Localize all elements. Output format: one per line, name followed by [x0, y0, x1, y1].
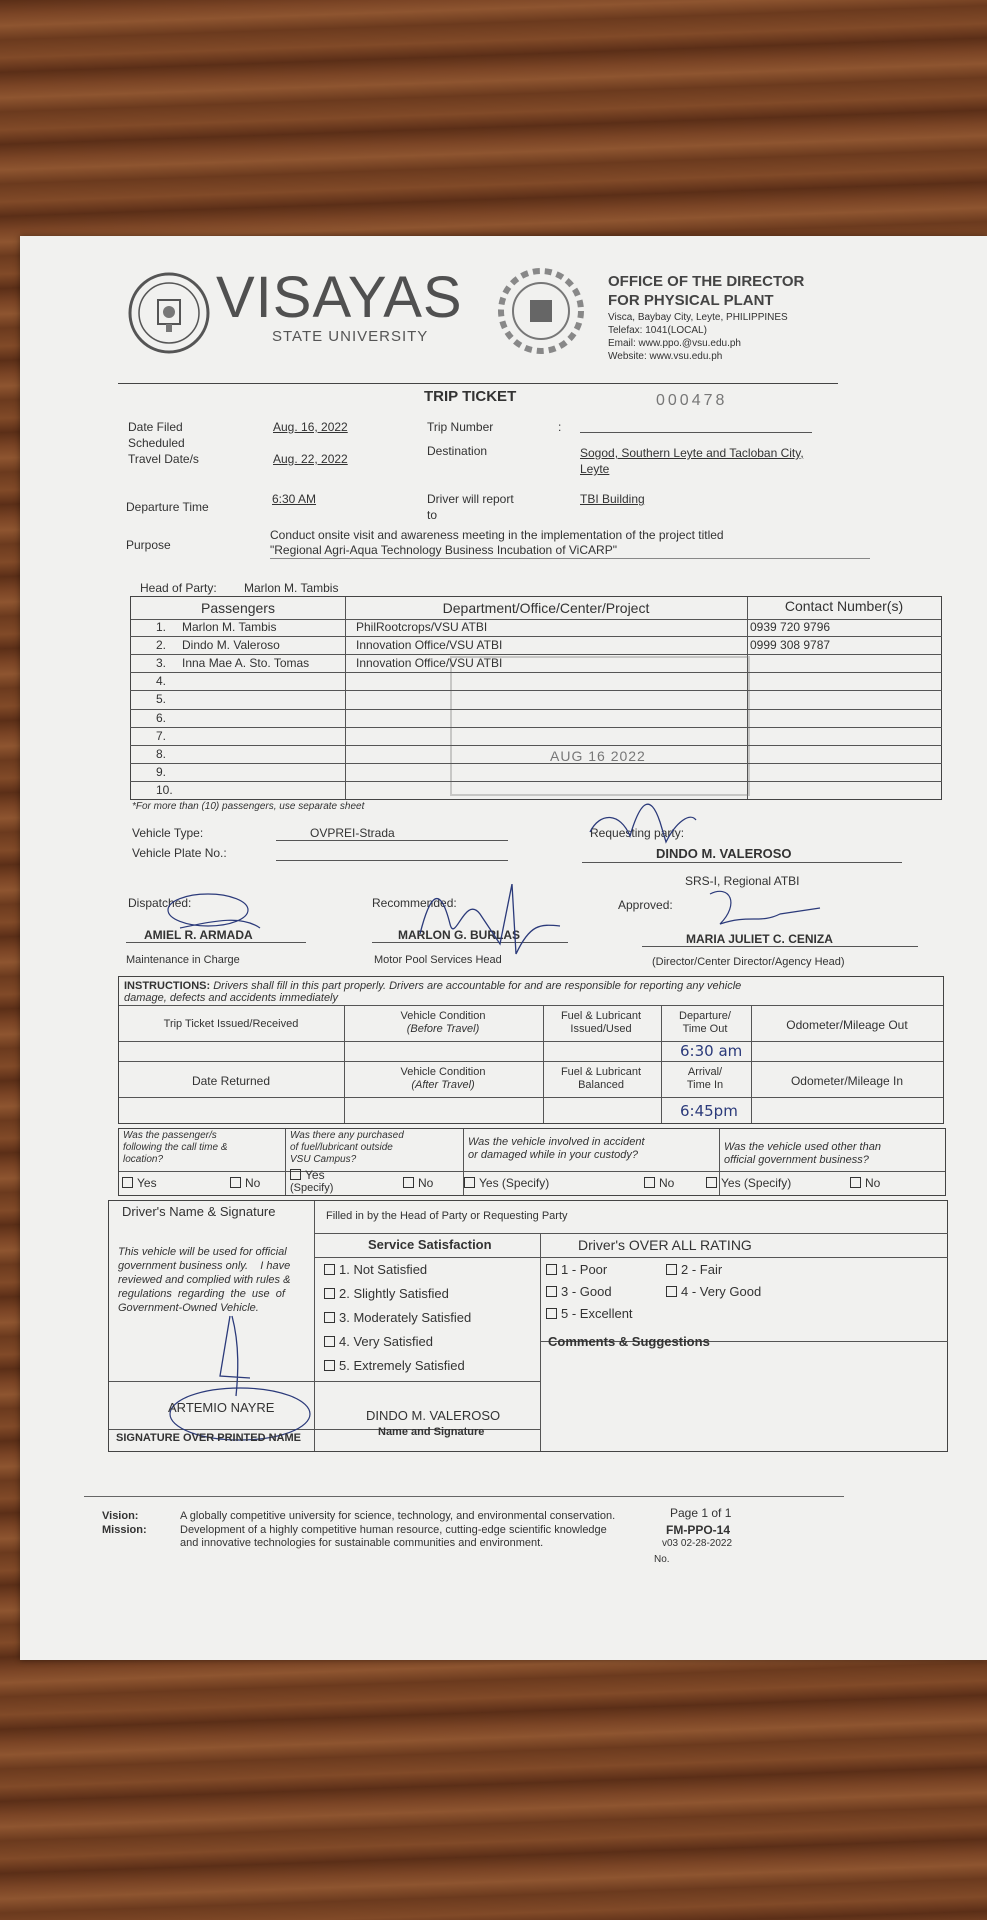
- instructions-text1: INSTRUCTIONS: Drivers shall fill in this part properly. Drivers are accountable for and are responsible for reporting any vehicle: [124, 980, 742, 992]
- rating-poor[interactable]: 1 - Poor: [546, 1262, 607, 1277]
- sat-very-satisfied[interactable]: 4. Very Satisfied: [324, 1334, 433, 1349]
- q3-no-checkbox[interactable]: No: [644, 1176, 674, 1190]
- party-printed-name: DINDO M. VALEROSO: [366, 1408, 501, 1423]
- q2-yes-checkbox[interactable]: Yes: [290, 1168, 325, 1182]
- vsu-seal-icon: [128, 272, 210, 354]
- destination-line1: Sogod, Southern Leyte and Tacloban City,: [580, 446, 804, 460]
- service-satisfaction-label: Service Satisfaction: [368, 1237, 492, 1252]
- trip-ticket-title: TRIP TICKET: [424, 388, 517, 405]
- q1-line1: Was the passenger/s: [123, 1130, 217, 1141]
- approved-title: (Director/Center Director/Agency Head): [652, 956, 845, 968]
- arrival-handwritten: 6:45pm: [680, 1102, 738, 1120]
- party-name-sig-label: Name and Signature: [378, 1426, 485, 1438]
- approved-label: Approved:: [618, 898, 673, 912]
- form-code: FM-PPO-14: [666, 1523, 731, 1537]
- departure-label: Departure/: [679, 1010, 731, 1022]
- table-row-divider: [130, 672, 942, 673]
- q2-specify: (Specify): [290, 1182, 334, 1194]
- requesting-party-name: DINDO M. VALEROSO: [656, 846, 792, 861]
- table-row-divider: [130, 709, 942, 710]
- driver-report-label2: to: [427, 508, 438, 522]
- arrival-label: Arrival/: [687, 1066, 723, 1078]
- cond-after-label: Vehicle Condition: [400, 1066, 486, 1078]
- travel-dates-label: Travel Date/s: [128, 452, 199, 466]
- purpose-line1: Conduct onsite visit and awareness meeting in the implementation of the project titled: [270, 528, 724, 542]
- q1-yes-checkbox[interactable]: Yes: [122, 1176, 157, 1190]
- recommended-name: MARLON G. BURLAS: [398, 928, 520, 942]
- footer-no-label: No.: [654, 1554, 670, 1565]
- vision-text: A globally competitive university for science, technology, and environmental conservation.: [180, 1510, 616, 1522]
- passenger-dept: Innovation Office/VSU ATBI: [356, 638, 503, 653]
- form-version: v03 02-28-2022: [662, 1538, 733, 1549]
- cond-after-label2: (After Travel): [411, 1079, 475, 1091]
- comments-label: Comments & Suggestions: [548, 1334, 710, 1349]
- fuel-issued-label2: Issued/Used: [570, 1023, 632, 1035]
- passenger-no: 9.: [156, 764, 167, 779]
- cond-before-label2: (Before Travel): [406, 1023, 480, 1035]
- q3-line2: or damaged while in your custody?: [468, 1149, 638, 1161]
- recommended-title: Motor Pool Services Head: [374, 954, 502, 966]
- sat-moderately-satisfied[interactable]: 3. Moderately Satisfied: [324, 1310, 471, 1325]
- statement-line5: Government-Owned Vehicle.: [118, 1302, 259, 1314]
- comments-area[interactable]: [540, 1356, 947, 1450]
- vehicle-type-value: OVPREI-Strada: [310, 826, 395, 840]
- vehicle-plate-label: Vehicle Plate No.:: [132, 846, 227, 860]
- cond-before-label: Vehicle Condition: [400, 1010, 486, 1022]
- dispatched-name: AMIEL R. ARMADA: [144, 928, 253, 942]
- col-contact: Contact Number(s): [784, 598, 904, 614]
- university-name: VISAYAS: [216, 265, 463, 330]
- trip-ticket-document: VISAYAS STATE UNIVERSITY OFFICE OF THE DIRECTOR FOR PHYSICAL PLANT Visca, Baybay City, Leyte, PHILIPPINES Telefax: 1041(LOCAL) Email: www.ppo.@vsu.edu.ph Website: www.vsu.edu.ph TRIP TICKET 000478 Date Filed Aug. 16, 2022 Scheduled Travel Date/s Aug. 22, 2022 Trip Number : Destination Sogod, Southern Leyte and Tacloban City, Leyte Departure Time 6:30 AM Driver will report to TBI Building Purpose Conduct onsite visit and awareness meeting in the implementation of the project titled "Regional Agri-Aqua Technology Business Incubation of ViCARP" Head of Party: Marlon M. Tambis Passengers Department/Office/Center/Project Contact Number(s) *For more than (10) passengers, use separate sheet AUG 16 2022 Vehicle Type: OVPREI-Strada Vehicle Plate No.: Requesting party: DINDO M. VALEROSO SRS-I, Regional ATBI Dispatched: AMIEL R. ARMADA Maintenance in Charge Recommended: MARLON G. BURLAS Motor Pool Services Head Approved: MARIA JULIET C. CENIZA (Director/Center Director/Agency Head) INSTRUCTIONS: Drivers shall fill in this part properly. Drivers are accountable for and are responsible for reporting any vehicle damage, defects and accidents immediately Trip Ticket Issued/Received Vehicle Condition (Before Travel) Fuel & Lubricant Issued/Used Departure/ Time Out Odometer/Mileage Out 6:30 am Date Returned Vehicle Condition (After Travel) Fuel & Lubricant Balanced Arrival/ Time In Odometer/Mileage In 6:45pm Was the passenger/s following the call time & location? Was there any purchased of fuel/lubricant outside VSU Campus? Was the vehicle involved in accident or damaged while in your custody? Was the vehicle used other than official government business? Yes No Yes (Specify) No Yes (Specify) No Yes (Specify) No Driver's Name & Signature Filled in by the Head of Party or Requesting Party This vehicle will be used for official government business only. I have reviewed and complied with rules & regulations regarding the use of Government-Owned Vehicle. ARTEMIO NAYRE SIGNATURE OVER PRINTED NAME Service Satisfaction 1. Not Satisfied 2. Slightly Satisfied 3. Moderately Satisfied 4. Very Satisfied 5. Extremely Satisfied Driver's OVER ALL RATING 1 - Poor 2 - Fair 3 - Good 4 - Very Good 5 - Excellent Comments & Suggestions DINDO M. VALEROSO Name and Signature Vision: A globally competitive university for science, technology, and environmental conservation. Mission: Development of a highly competitive human resource, cutting-edge scientific knowledge and innovative technologies for sustainable communities and environment. Page 1 of 1 FM-PPO-14 v03 02-28-2022 No. 1. Marlon M. Tambis PhilRootcrops/VSU ATBI 0939 720 9796 2. Dindo M. Valeroso Innovation Office/VSU ATBI 0999 308 9787 3. Inna Mae A. Sto. Tomas Innovation Office/VSU ATBI 4. 5. 6. 7. 8. 9. 10.: [20, 236, 987, 1660]
- stamp-date: AUG 16 2022: [550, 748, 646, 764]
- passenger-dept: Innovation Office/VSU ATBI: [356, 656, 503, 671]
- head-of-party-value: Marlon M. Tambis: [244, 581, 339, 595]
- office-website: Website: www.vsu.edu.ph: [608, 351, 723, 362]
- vision-label: Vision:: [102, 1510, 139, 1522]
- passenger-name: Inna Mae A. Sto. Tomas: [182, 656, 310, 671]
- departure-time-label: Departure Time: [126, 500, 209, 514]
- rating-fair[interactable]: 2 - Fair: [666, 1262, 722, 1277]
- destination-line2: Leyte: [580, 462, 610, 476]
- passenger-no: 10.: [156, 782, 173, 797]
- recommended-label: Recommended:: [372, 896, 457, 910]
- passenger-no: 6.: [156, 710, 167, 725]
- dispatched-title: Maintenance in Charge: [126, 954, 240, 966]
- requesting-party-title: SRS-I, Regional ATBI: [685, 874, 800, 888]
- mission-line1: Development of a highly competitive human resource, cutting-edge scientific knowledge: [180, 1524, 607, 1536]
- rating-excellent[interactable]: 5 - Excellent: [546, 1306, 633, 1321]
- q2-line3: VSU Campus?: [290, 1154, 357, 1165]
- odometer-in-label: Odometer/Mileage In: [790, 1074, 904, 1088]
- rating-very-good[interactable]: 4 - Very Good: [666, 1284, 761, 1299]
- office-address: Visca, Baybay City, Leyte, PHILIPPINES: [608, 312, 788, 323]
- q4-line2: official government business?: [724, 1154, 869, 1166]
- passenger-no: 2.: [156, 638, 167, 653]
- passenger-dept: PhilRootcrops/VSU ATBI: [356, 620, 488, 634]
- passenger-contact: 0999 308 9787: [750, 638, 831, 653]
- q1-no-checkbox[interactable]: No: [230, 1176, 260, 1190]
- q1-line3: location?: [123, 1154, 164, 1165]
- requesting-signature: [580, 792, 700, 852]
- q3-yes-checkbox[interactable]: Yes (Specify): [464, 1176, 549, 1190]
- table-row-divider: [130, 781, 942, 782]
- driver-printed-name: ARTEMIO NAYRE: [168, 1400, 275, 1415]
- vehicle-type-label: Vehicle Type:: [132, 826, 204, 840]
- destination-label: Destination: [427, 444, 488, 458]
- driver-signature: [160, 1306, 320, 1446]
- handwritten-signatures: [120, 884, 940, 964]
- instructions-text2: damage, defects and accidents immediately: [124, 992, 339, 1004]
- fuel-balance-label2: Balanced: [578, 1079, 624, 1091]
- fuel-issued-label: Fuel & Lubricant: [560, 1010, 642, 1022]
- table-row-divider: [130, 727, 942, 728]
- trip-issued-label: Trip Ticket Issued/Received: [163, 1018, 299, 1030]
- office-line1: OFFICE OF THE DIRECTOR: [608, 273, 805, 290]
- q4-line1: Was the vehicle used other than: [724, 1141, 881, 1153]
- passenger-name: Dindo M. Valeroso: [182, 638, 280, 653]
- fuel-balance-label: Fuel & Lubricant: [560, 1066, 642, 1078]
- sat-slightly-satisfied[interactable]: 2. Slightly Satisfied: [324, 1286, 449, 1301]
- passenger-no: 7.: [156, 728, 167, 743]
- page-number: Page 1 of 1: [670, 1506, 732, 1520]
- departure-label2: Time Out: [682, 1023, 728, 1035]
- rating-good[interactable]: 3 - Good: [546, 1284, 612, 1299]
- sat-extremely-satisfied[interactable]: 5. Extremely Satisfied: [324, 1358, 465, 1373]
- q2-no-checkbox[interactable]: No: [403, 1176, 433, 1190]
- driver-report-value: TBI Building: [580, 492, 645, 506]
- mission-label: Mission:: [102, 1524, 147, 1536]
- col-department: Department/Office/Center/Project: [442, 600, 650, 616]
- col-passengers: Passengers: [201, 600, 275, 616]
- purpose-line2: "Regional Agri-Aqua Technology Business Incubation of ViCARP": [270, 543, 617, 557]
- statement-line3: reviewed and complied with rules &: [118, 1274, 291, 1286]
- purpose-label: Purpose: [126, 538, 171, 552]
- q2-line2: of fuel/lubricant outside: [290, 1142, 393, 1153]
- date-filed-label: Date Filed: [128, 420, 183, 434]
- office-telefax: Telefax: 1041(LOCAL): [608, 325, 707, 336]
- office-line2: FOR PHYSICAL PLANT: [608, 292, 774, 309]
- q2-line1: Was there any purchased: [290, 1130, 404, 1141]
- passenger-no: 3.: [156, 656, 167, 671]
- header-divider: [118, 383, 838, 384]
- q4-no-checkbox[interactable]: No: [850, 1176, 880, 1190]
- date-returned-label: Date Returned: [191, 1074, 271, 1088]
- passenger-no: 4.: [156, 674, 167, 689]
- q1-line2: following the call time &: [123, 1142, 228, 1153]
- driver-name-sig-label: Driver's Name & Signature: [122, 1204, 276, 1219]
- instructions-label: INSTRUCTIONS:: [124, 980, 211, 992]
- table-row-divider: [130, 636, 942, 637]
- scheduled-label: Scheduled: [128, 436, 185, 450]
- overall-rating-label: Driver's OVER ALL RATING: [578, 1237, 752, 1253]
- mission-line2: and innovative technologies for sustainable communities and environment.: [180, 1537, 544, 1549]
- university-sub: STATE UNIVERSITY: [272, 328, 429, 345]
- statement-line1: This vehicle will be used for official: [118, 1246, 287, 1258]
- statement-line4: regulations regarding the use of: [118, 1288, 285, 1300]
- q4-yes-checkbox[interactable]: Yes (Specify): [706, 1176, 791, 1190]
- passenger-name: Marlon M. Tambis: [182, 620, 277, 634]
- statement-line2: government business only. I have: [118, 1260, 291, 1272]
- passenger-no: 1.: [156, 620, 167, 634]
- passenger-no: 5.: [156, 692, 167, 707]
- passenger-note: *For more than (10) passengers, use separate sheet: [132, 801, 365, 812]
- trip-number-label: Trip Number: [427, 420, 494, 434]
- table-row-divider: [130, 745, 942, 746]
- signature-over-name-label: SIGNATURE OVER PRINTED NAME: [116, 1432, 301, 1444]
- requesting-party-label: Requesting party:: [590, 826, 685, 840]
- passenger-contact: 0939 720 9796: [750, 620, 831, 634]
- departure-handwritten: 6:30 am: [680, 1042, 743, 1060]
- q3-line1: Was the vehicle involved in accident: [468, 1136, 645, 1148]
- sat-not-satisfied[interactable]: 1. Not Satisfied: [324, 1262, 427, 1277]
- dispatched-label: Dispatched:: [128, 896, 192, 910]
- passenger-no: 8.: [156, 746, 167, 761]
- table-row-divider: [130, 690, 942, 691]
- ticket-number: 000478: [656, 392, 728, 409]
- date-filed-value: Aug. 16, 2022: [273, 420, 348, 434]
- ppo-gear-logo-icon: [496, 266, 586, 356]
- head-of-party-label: Head of Party:: [140, 581, 217, 595]
- table-row-divider: [130, 654, 942, 655]
- filled-by-label: Filled in by the Head of Party or Requesting Party: [326, 1210, 568, 1222]
- departure-time-value: 6:30 AM: [272, 492, 317, 506]
- driver-report-label: Driver will report: [427, 492, 514, 506]
- arrival-label2: Time In: [686, 1079, 724, 1091]
- trip-number-field: [580, 432, 812, 433]
- table-row-divider: [130, 763, 942, 764]
- approved-name: MARIA JULIET C. CENIZA: [686, 932, 833, 946]
- travel-dates-value: Aug. 22, 2022: [273, 452, 348, 466]
- odometer-out-label: Odometer/Mileage Out: [786, 1018, 908, 1032]
- office-email: Email: www.ppo.@vsu.edu.ph: [608, 338, 741, 349]
